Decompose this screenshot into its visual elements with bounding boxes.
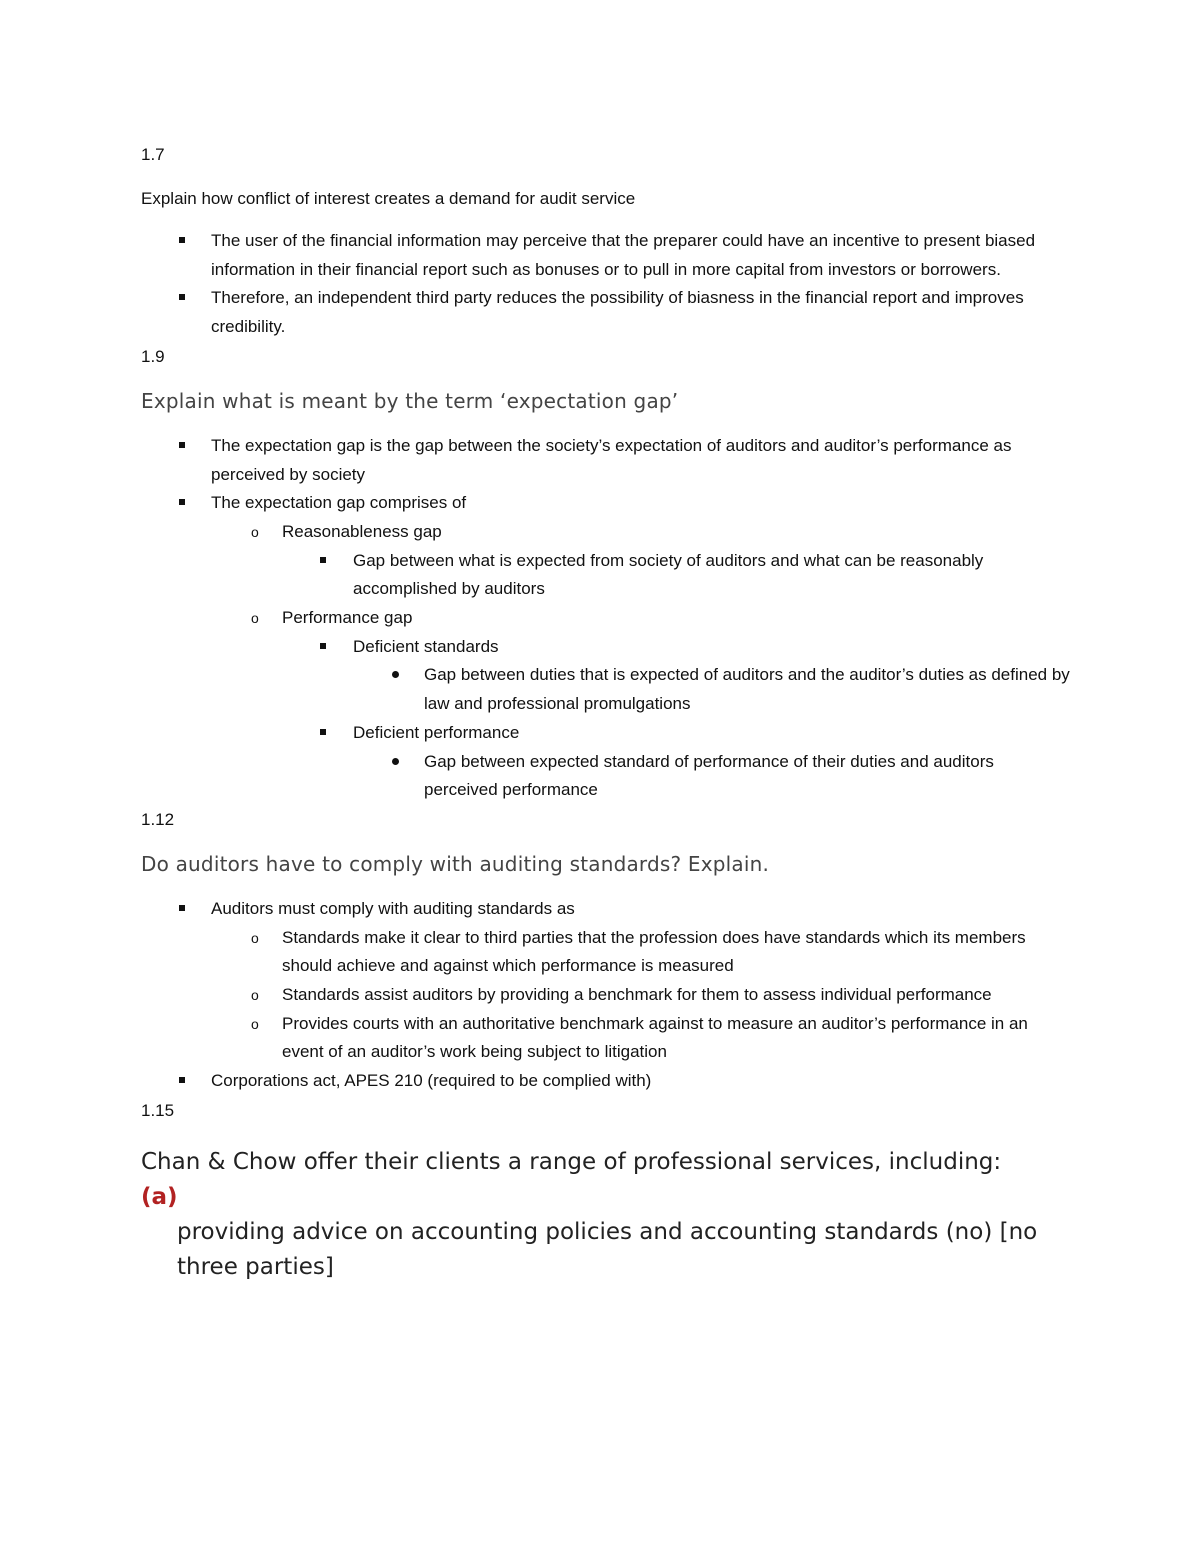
list-item-text: Reasonableness gap xyxy=(282,521,442,541)
circle-bullet-icon: o xyxy=(251,1015,259,1032)
sub-list xyxy=(211,924,1071,1068)
list-item xyxy=(141,284,1071,341)
list-item-text: Gap between expected standard of performance of their duties and auditors perceived performance xyxy=(424,751,994,800)
section-number: 1.12 xyxy=(141,809,175,829)
list-item xyxy=(282,719,1071,805)
sub-list xyxy=(282,547,1071,604)
list-item xyxy=(353,661,1071,718)
question-heading: Explain what is meant by the term ‘expectation gap’ xyxy=(141,388,679,413)
bullet-list xyxy=(141,895,1071,1096)
circle-bullet-icon: o xyxy=(251,987,259,1004)
bullet-list xyxy=(141,227,1071,342)
list-item xyxy=(282,633,1071,719)
bullet-list xyxy=(141,432,1071,805)
sub-item-label: (a) xyxy=(141,1183,178,1210)
list-item-text: Provides courts with an authoritative benchmark against to measure an auditor’s performance in an event of an auditor’s work being subject to litigation xyxy=(282,1013,1028,1062)
list-item xyxy=(211,1010,1071,1067)
case-intro: Chan & Chow offer their clients a range of professional services, including: xyxy=(141,1148,1002,1175)
list-item-text: The user of the financial information may perceive that the preparer could have an incentive to present biased information in their financial report such as bonuses or to pull in more capital from investors or borrowers. xyxy=(211,231,1036,279)
list-item-text: Auditors must comply with auditing standards as xyxy=(211,898,575,918)
circle-bullet-icon: o xyxy=(251,929,259,946)
list-item xyxy=(141,227,1071,284)
list-item-text: Performance gap xyxy=(282,608,413,628)
list-item xyxy=(141,489,1071,805)
circle-bullet-icon: o xyxy=(251,610,259,627)
sub-list xyxy=(353,748,1071,805)
sub-item-text: providing advice on accounting policies and accounting standards (no) [no three parties] xyxy=(177,1218,1038,1280)
list-item xyxy=(211,924,1071,981)
sub-list xyxy=(211,518,1071,805)
list-item-text: Deficient standards xyxy=(353,636,499,656)
question-text: Explain how conflict of interest creates a demand for audit service xyxy=(141,189,636,208)
list-item-text: The expectation gap is the gap between the society’s expectation of auditors and auditor’s performance as perceived by society xyxy=(211,435,1012,484)
section-number: 1.7 xyxy=(141,145,165,164)
list-item-text: Deficient performance xyxy=(353,722,520,742)
sub-list xyxy=(282,633,1071,805)
list-item-text: Corporations act, APES 210 (required to be complied with) xyxy=(211,1071,652,1091)
list-item xyxy=(141,432,1071,489)
section-number: 1.9 xyxy=(141,346,165,366)
list-item-text: Standards assist auditors by providing a benchmark for them to assess individual performance xyxy=(282,985,992,1005)
section-number: 1.15 xyxy=(141,1100,175,1120)
list-item-text: Gap between duties that is expected of auditors and the auditor’s duties as defined by law and professional promulgations xyxy=(424,665,1070,714)
list-item xyxy=(141,1067,1071,1096)
list-item xyxy=(353,748,1071,805)
sub-list xyxy=(353,661,1071,718)
list-item xyxy=(282,547,1071,604)
list-item-text: Standards make it clear to third parties that the profession does have standards which its members should achieve and against which performance is measured xyxy=(282,927,1026,976)
list-item xyxy=(211,518,1071,604)
list-item xyxy=(141,895,1071,1067)
list-item xyxy=(211,981,1071,1010)
circle-bullet-icon: o xyxy=(251,523,259,540)
list-item-text: Therefore, an independent third party reduces the possibility of biasness in the financial report and improves credibility. xyxy=(211,288,1024,337)
list-item-text: The expectation gap comprises of xyxy=(211,493,467,513)
list-item xyxy=(211,604,1071,805)
document-content xyxy=(141,140,1071,1285)
question-heading: Do auditors have to comply with auditing standards? Explain. xyxy=(141,851,770,876)
list-item-text: Gap between what is expected from society of auditors and what can be reasonably accomplished by auditors xyxy=(353,550,984,599)
